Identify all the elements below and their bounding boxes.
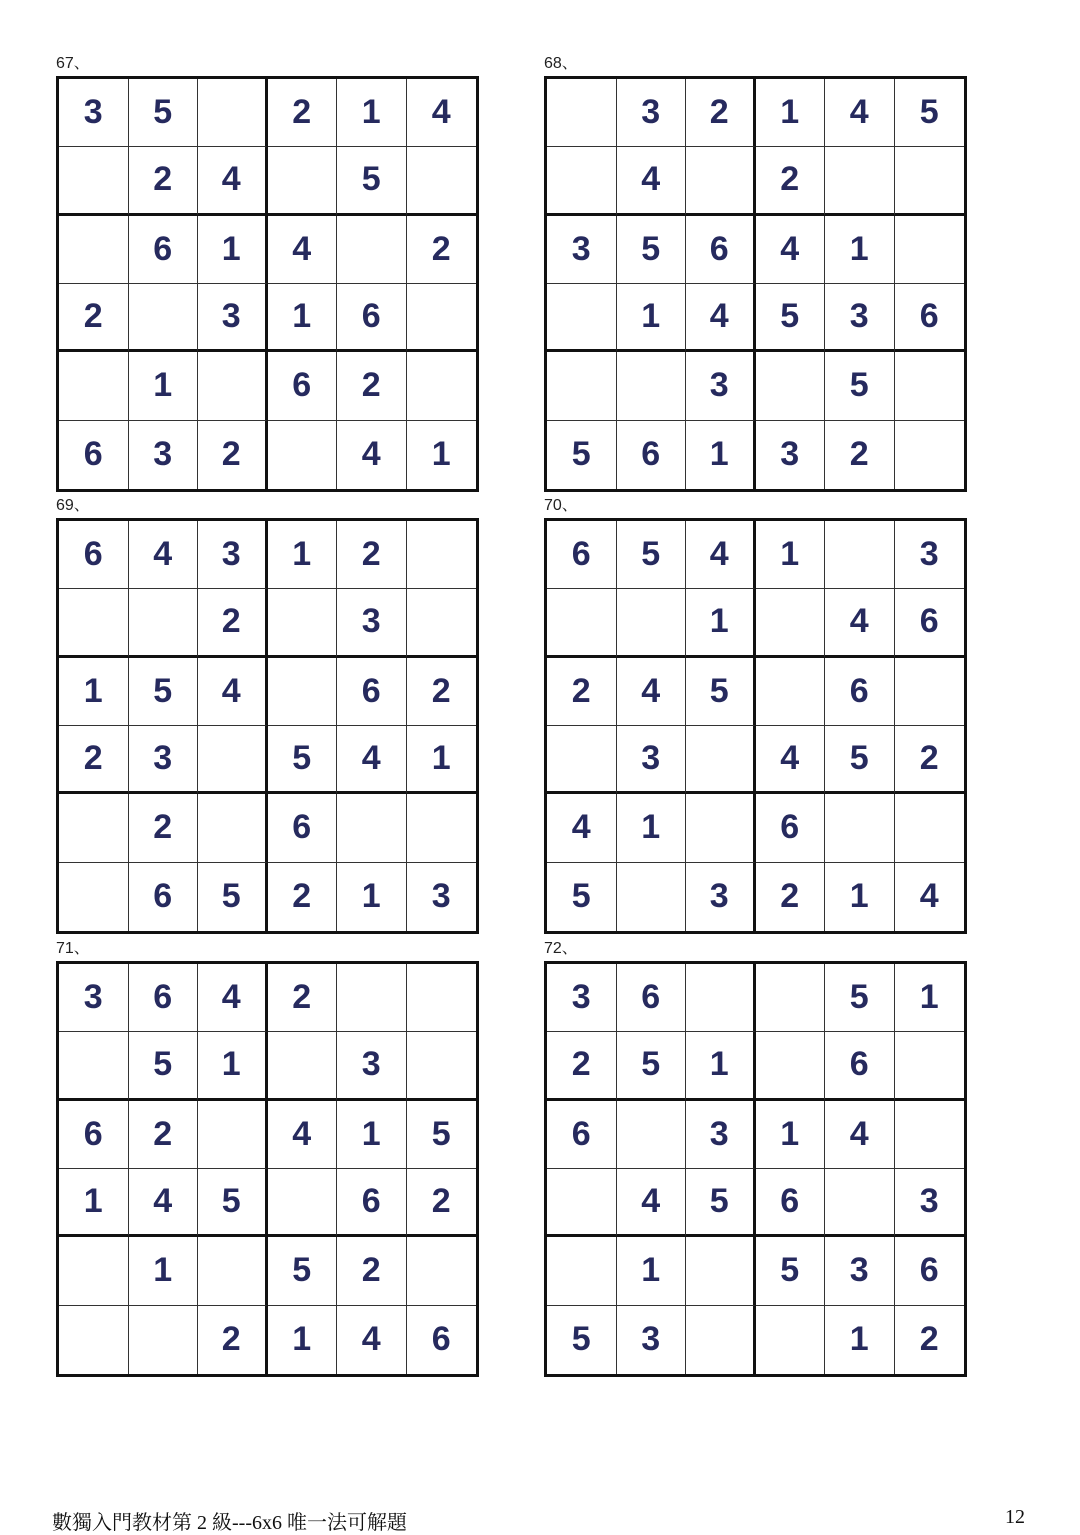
page-number: 12 [1005,1506,1025,1528]
sudoku-cell [895,794,965,862]
sudoku-cell [59,1237,129,1305]
sudoku-cell: 2 [919,1320,939,1359]
sudoku-cell [268,421,338,489]
sudoku-cell: 6 [617,421,687,489]
sudoku-cell: 6 [617,964,687,1032]
puzzle-number: 68、 [544,55,578,72]
sudoku-cell: 5 [617,1032,687,1100]
sudoku-cell [268,589,338,657]
sudoku-cell [59,1306,129,1374]
sudoku-cell: 3 [337,1032,407,1100]
sudoku-cell: 3 [617,726,687,794]
sudoku-cell [756,1306,826,1374]
sudoku-cell: 2 [59,726,129,794]
sudoku-cell [617,589,687,657]
sudoku-cell: 3 [686,352,756,420]
sudoku-cell [59,589,129,657]
sudoku-cell [59,352,129,420]
sudoku-cell [686,964,756,1032]
sudoku-cell: 6 [431,1320,451,1359]
sudoku-cell: 3 [617,79,687,147]
sudoku-cell: 1 [825,863,895,931]
sudoku-grid [56,76,479,492]
sudoku-cell: 6 [129,216,199,284]
sudoku-cell: 4 [617,1169,687,1237]
sudoku-cell: 3 [547,964,617,1032]
sudoku-cell [547,726,617,794]
sudoku-cell: 2 [198,1306,268,1374]
sudoku-cell [825,794,895,862]
sudoku-grid [544,961,967,1377]
footer-title: 數獨入門教材第 2 級---6x6 唯一法可解題 [52,1512,407,1534]
sudoku-cell [407,1237,477,1305]
sudoku-cell: 5 [407,1101,477,1169]
sudoku-cell: 6 [547,521,617,589]
sudoku-cell: 3 [686,863,756,931]
sudoku-cell [756,589,826,657]
sudoku-cell [895,421,965,489]
sudoku-cell: 6 [337,658,407,726]
sudoku-cell: 5 [825,352,895,420]
sudoku-cell: 6 [756,794,826,862]
puzzle-number: 71、 [56,940,90,957]
sudoku-cell: 6 [59,521,129,589]
sudoku-cell: 1 [198,1032,268,1100]
sudoku-cell: 5 [198,1169,268,1237]
sudoku-cell: 2 [825,421,895,489]
sudoku-cell [59,147,129,215]
sudoku-cell: 5 [825,964,895,1032]
sudoku-cell: 5 [756,284,826,352]
sudoku-cell [337,794,407,862]
sudoku-cell: 3 [129,421,199,489]
sudoku-cell [407,589,477,657]
sudoku-cell: 1 [895,964,965,1032]
sudoku-cell: 4 [919,877,939,916]
sudoku-cell [198,1237,268,1305]
sudoku-cell [895,216,965,284]
sudoku-cell [895,1032,965,1100]
sudoku-cell: 4 [198,658,268,726]
sudoku-cell: 6 [547,1101,617,1169]
sudoku-cell [268,1032,338,1100]
sudoku-cell [268,147,338,215]
sudoku-cell: 5 [895,79,965,147]
sudoku-cell: 3 [895,1169,965,1237]
sudoku-cell: 4 [825,1101,895,1169]
sudoku-cell: 1 [431,435,451,474]
sudoku-cell: 4 [686,284,756,352]
sudoku-cell: 6 [337,284,407,352]
sudoku-cell: 6 [895,1237,965,1305]
sudoku-cell [825,521,895,589]
sudoku-cell [198,1101,268,1169]
sudoku-cell [129,589,199,657]
sudoku-cell: 2 [337,521,407,589]
sudoku-cell: 6 [129,964,199,1032]
sudoku-cell: 4 [268,216,338,284]
sudoku-cell: 2 [129,147,199,215]
sudoku-cell: 1 [59,1169,129,1237]
sudoku-cell: 4 [337,421,407,489]
sudoku-cell [547,589,617,657]
sudoku-cell [895,352,965,420]
sudoku-cell: 2 [407,1169,477,1237]
sudoku-cell [59,1032,129,1100]
sudoku-cell [407,284,477,352]
sudoku-cell: 1 [756,521,826,589]
sudoku-cell [617,1101,687,1169]
sudoku-cell [547,1237,617,1305]
sudoku-cell: 2 [59,284,129,352]
sudoku-cell [756,964,826,1032]
sudoku-cell: 1 [686,1032,756,1100]
sudoku-cell [129,284,199,352]
sudoku-cell: 6 [59,1101,129,1169]
puzzle-number: 67、 [56,55,90,72]
sudoku-cell [198,726,268,794]
sudoku-cell: 4 [756,216,826,284]
puzzle-number: 69、 [56,497,90,514]
sudoku-cell: 1 [407,726,477,794]
sudoku-grid [56,518,479,934]
sudoku-cell: 2 [198,589,268,657]
sudoku-cell [756,1032,826,1100]
sudoku-cell: 1 [268,284,338,352]
sudoku-cell: 1 [129,352,199,420]
sudoku-cell: 1 [268,1306,338,1374]
sudoku-cell: 2 [407,658,477,726]
sudoku-cell: 3 [198,521,268,589]
sudoku-cell [686,1306,756,1374]
sudoku-cell: 1 [756,79,826,147]
sudoku-cell [686,147,756,215]
sudoku-cell: 4 [825,589,895,657]
sudoku-cell: 5 [129,1032,199,1100]
sudoku-cell [686,794,756,862]
sudoku-cell: 6 [825,1032,895,1100]
puzzle-number: 70、 [544,497,578,514]
sudoku-cell [895,1101,965,1169]
sudoku-cell: 4 [617,658,687,726]
sudoku-cell: 6 [268,794,338,862]
sudoku-cell: 4 [337,1306,407,1374]
sudoku-cell: 2 [337,1237,407,1305]
sudoku-cell: 6 [895,284,965,352]
sudoku-cell [407,352,477,420]
sudoku-cell: 2 [129,794,199,862]
sudoku-cell: 5 [547,421,617,489]
sudoku-cell [617,863,687,931]
sudoku-cell: 2 [407,216,477,284]
sudoku-cell [198,352,268,420]
puzzle-number: 72、 [544,940,578,957]
sudoku-cell: 1 [337,863,407,931]
sudoku-cell [825,147,895,215]
sudoku-cell: 1 [686,589,756,657]
sudoku-cell [59,216,129,284]
sudoku-cell: 2 [547,658,617,726]
sudoku-cell: 1 [825,216,895,284]
sudoku-cell: 3 [895,521,965,589]
sudoku-cell: 3 [825,1237,895,1305]
sudoku-cell [407,794,477,862]
sudoku-cell: 2 [686,79,756,147]
sudoku-cell: 4 [129,521,199,589]
sudoku-cell: 2 [756,863,826,931]
sudoku-cell [895,147,965,215]
sudoku-cell [756,352,826,420]
sudoku-cell: 1 [686,421,756,489]
sudoku-cell: 1 [617,1237,687,1305]
sudoku-cell: 1 [825,1306,895,1374]
sudoku-cell [129,1306,199,1374]
sudoku-cell: 2 [756,147,826,215]
sudoku-cell: 5 [825,726,895,794]
sudoku-cell: 5 [129,658,199,726]
sudoku-cell: 4 [198,147,268,215]
sudoku-cell: 2 [547,1032,617,1100]
sudoku-cell: 5 [686,1169,756,1237]
sudoku-cell: 2 [337,352,407,420]
sudoku-cell: 2 [895,726,965,794]
sudoku-cell: 3 [686,1101,756,1169]
sudoku-cell: 6 [756,1169,826,1237]
sudoku-cell [407,147,477,215]
sudoku-cell: 6 [895,589,965,657]
sudoku-cell: 4 [268,1101,338,1169]
sudoku-cell [686,726,756,794]
sudoku-cell [547,352,617,420]
sudoku-grid [544,518,967,934]
sudoku-cell: 1 [337,79,407,147]
sudoku-cell: 6 [59,421,129,489]
sudoku-cell: 1 [129,1237,199,1305]
sudoku-cell [617,352,687,420]
sudoku-cell: 6 [825,658,895,726]
sudoku-cell: 4 [337,726,407,794]
sudoku-cell: 5 [547,863,617,931]
sudoku-cell [59,794,129,862]
sudoku-cell: 3 [825,284,895,352]
sudoku-cell: 5 [756,1237,826,1305]
sudoku-cell [407,1032,477,1100]
sudoku-cell: 1 [59,658,129,726]
sudoku-cell [756,658,826,726]
sudoku-cell [547,79,617,147]
sudoku-cell: 5 [617,216,687,284]
sudoku-cell: 3 [547,216,617,284]
sudoku-cell: 4 [825,79,895,147]
sudoku-cell: 6 [337,1169,407,1237]
sudoku-cell: 1 [617,794,687,862]
sudoku-cell [407,964,477,1032]
sudoku-cell: 5 [268,1237,338,1305]
sudoku-cell: 4 [198,964,268,1032]
sudoku-cell: 6 [268,352,338,420]
sudoku-cell [268,658,338,726]
sudoku-cell: 2 [198,421,268,489]
sudoku-cell: 1 [268,521,338,589]
sudoku-cell: 3 [756,421,826,489]
sudoku-cell: 3 [198,284,268,352]
sudoku-cell [198,794,268,862]
sudoku-cell: 3 [617,1306,687,1374]
sudoku-cell: 5 [268,726,338,794]
sudoku-cell: 4 [407,79,477,147]
sudoku-cell: 3 [129,726,199,794]
sudoku-cell: 5 [198,863,268,931]
sudoku-cell: 4 [617,147,687,215]
sudoku-cell: 1 [756,1101,826,1169]
sudoku-cell: 4 [686,521,756,589]
sudoku-cell: 2 [268,964,338,1032]
sudoku-cell [686,1237,756,1305]
sudoku-cell: 1 [198,216,268,284]
sudoku-cell: 2 [268,79,338,147]
sudoku-cell: 4 [756,726,826,794]
sudoku-cell [59,863,129,931]
sudoku-cell [198,79,268,147]
sudoku-cell: 2 [129,1101,199,1169]
sudoku-cell: 5 [617,521,687,589]
sudoku-cell: 4 [129,1169,199,1237]
sudoku-cell [547,1169,617,1237]
sudoku-cell: 3 [59,964,129,1032]
sudoku-cell: 1 [337,1101,407,1169]
sudoku-cell: 2 [268,863,338,931]
sudoku-cell [337,964,407,1032]
sudoku-cell [895,658,965,726]
sudoku-cell [547,147,617,215]
sudoku-cell: 6 [686,216,756,284]
sudoku-cell: 5 [129,79,199,147]
sudoku-cell: 5 [547,1306,617,1374]
sudoku-cell: 6 [129,863,199,931]
sudoku-grid [544,76,967,492]
sudoku-cell [407,521,477,589]
sudoku-cell: 3 [431,877,451,916]
sudoku-cell [547,284,617,352]
sudoku-cell [337,216,407,284]
sudoku-cell: 5 [337,147,407,215]
sudoku-cell: 5 [686,658,756,726]
sudoku-grid [56,961,479,1377]
sudoku-cell: 4 [547,794,617,862]
sudoku-cell: 3 [59,79,129,147]
sudoku-cell [825,1169,895,1237]
sudoku-cell [268,1169,338,1237]
sudoku-cell: 1 [617,284,687,352]
sudoku-cell: 3 [337,589,407,657]
